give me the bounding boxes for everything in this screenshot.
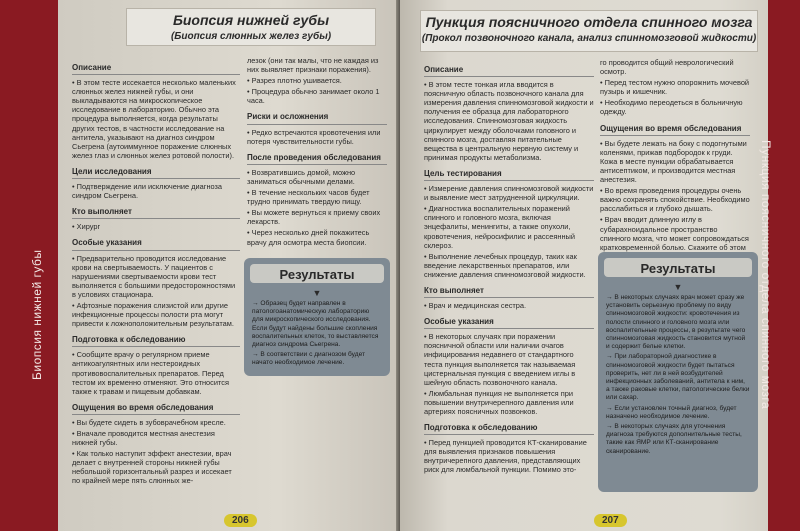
result-item: → Если установлен точный диагноз, будет назначено необходимое лечение. bbox=[606, 404, 737, 420]
bullet-text: лезок (они так малы, что не каждая из них выявляет признаки поражения). bbox=[247, 56, 379, 75]
bullet-text: • Подтверждение или исключение диагноза синдром Сьегрена. bbox=[72, 182, 223, 201]
bullet-text: • Вы будете сидеть в зубоврачебном кресле. bbox=[72, 417, 226, 427]
bullet-text: • Врач и медицинская сестра. bbox=[424, 301, 527, 311]
bullet-text: • В течение нескольких часов будет трудно принимать твердую пищу. bbox=[247, 188, 370, 207]
right-column-1 bbox=[424, 58, 594, 524]
bullet-text: • Хирург bbox=[72, 222, 101, 232]
section-heading: Особые указания bbox=[72, 238, 240, 250]
right-title-box bbox=[420, 10, 758, 52]
bullet-text: • Как только наступит эффект анестезии, врач делает с внутренней стороны нижней губы небольшой горизонтальный разрез и иссекает по крайней мере пять слюнных же- bbox=[72, 449, 232, 486]
section-heading: Кто выполняет bbox=[424, 286, 594, 298]
bullet-text: • В некоторых случаях при поражении поясничной области или наличии очагов инфицирования недавнего от стандартного теста пункция выполняется так называемая цистернальная пункция с введением иглы в шейную область позвоночного канала. bbox=[424, 332, 576, 387]
left-results-title: Результаты bbox=[250, 264, 384, 283]
section-heading: Цель тестирования bbox=[424, 169, 594, 181]
bullet-text: • Выполнение лечебных процедур, таких как введение лекарственных препаратов, или снижение давления спинномозговой жидкости. bbox=[424, 251, 586, 279]
right-results-title: Результаты bbox=[604, 258, 752, 277]
left-column-2 bbox=[247, 56, 387, 256]
down-arrow-icon: ▼ bbox=[312, 288, 322, 298]
bullet-text: • Сообщите врачу о регулярном приеме антикоагулянтных или нестероидных противовоспалительных препаратов. Перед тестом их временно отменяют. Это относится также к травам и пищевым добавкам. bbox=[72, 350, 229, 396]
bullet-text: • Возвратившись домой, можно заниматься обычными делами. bbox=[247, 167, 356, 186]
left-title-box bbox=[126, 8, 376, 46]
result-item: → В некоторых случаях для уточнения диагноза требуются дополнительные тесты, такие как ЯМР или КТ-сканирование сканирование. bbox=[606, 423, 742, 455]
bullet-text: • Через несколько дней покажитесь врачу для осмотра места биопсии. bbox=[247, 228, 370, 247]
result-item: → В соответствии с диагнозом будет начато необходимое лечение. bbox=[252, 351, 366, 367]
bullet-text: • Вначале проводится местная анестезия нижней губы. bbox=[72, 429, 215, 448]
left-page-number: 206 bbox=[224, 514, 257, 527]
bullet-text: • Вы будете лежать на боку с подогнутыми коленями, прижав подбородок к груди. Кожа в месте пункции обрабатывается антисептиком, и производится местная анестезия. bbox=[600, 138, 747, 185]
bullet-text: • В этом тесте иссекается несколько маленьких слюнных желез нижней губы, и они выкладываются на микроскопическое исследование в лабораторию. Обычно эта процедура выполняется, когда результаты других тестов, в частности исследование на антитела, указывают на диагноз синдром Сьегрена (аутоиммунное поражение слюнных желез глаз и слюнных желез ротовой полости). bbox=[72, 78, 236, 160]
bullet-text: • Вы можете вернуться к приему своих лекарств. bbox=[247, 208, 381, 227]
right-column-2 bbox=[600, 58, 750, 252]
right-page-subtitle: (Прокол позвоночного канала, анализ спинномозговой жидкости) bbox=[421, 33, 757, 44]
left-page-subtitle: (Биопсия слюнных желез губы) bbox=[170, 31, 332, 42]
bullet-text: • Процедура обычно занимает около 1 часа. bbox=[247, 87, 380, 106]
result-item: → В некоторых случаях врач может сразу же установить серьезную проблему по виду спинномозговой жидкости: кровотечения из полости спинного и головного мозга или воспалительные процессы, в результате чего спинномозговая жидкость становится мутной и содержит белые клетки. bbox=[606, 294, 746, 351]
right-results-box bbox=[598, 252, 758, 492]
result-item: → При лабораторной диагностике в спинномозговой жидкости будет пытаться проверить, нет ли в ней возбудителей инфекционных заболеваний, антитела к ним, а также раковые клетки, патологические белки или сахар. bbox=[606, 353, 750, 402]
bullet-text: • Редко встречаются кровотечения или потеря чувствительности губы. bbox=[247, 127, 381, 146]
section-heading: Кто выполняет bbox=[72, 207, 240, 219]
left-page-title: Биопсия нижней губы bbox=[172, 12, 330, 28]
bullet-text: • Люмбальная пункция не выполняется при повышении внутричерепного давления или артериях поясничных позвонков. bbox=[424, 388, 574, 416]
bullet-text: • Разрез плотно ушивается. bbox=[247, 76, 342, 86]
section-heading: Подготовка к обследованию bbox=[72, 335, 240, 347]
bullet-text: • Необходимо переодеться в больничную одежду. bbox=[600, 98, 743, 117]
left-column-1 bbox=[72, 56, 240, 526]
left-results-text bbox=[244, 298, 390, 372]
bullet-text: • Диагностика воспалительных поражений спинного и головного мозга, включая энцефалиты, менингиты, а также опухоли, кровотечения, нейросифилис и рассеянный склероз. bbox=[424, 204, 575, 250]
section-heading: Подготовка к обследованию bbox=[424, 423, 594, 435]
bullet-text: • В этом тесте тонкая игла вводится в поясничную область позвоночного канала для измерения давления спинномозговой жидкости и получения ее образца для лабораторного исследования. Спинномозговая жидкость циркулирует между оболочками головного и спинного мозга, доставляя питательные вещества в центральную нервную систему и принимая продукты метаболизма. bbox=[424, 80, 594, 162]
section-heading: Описание bbox=[72, 63, 240, 75]
section-heading: Цели исследования bbox=[72, 167, 240, 179]
section-heading: Описание bbox=[424, 65, 594, 77]
right-page-number: 207 bbox=[594, 514, 627, 527]
section-heading: Риски и осложнения bbox=[247, 112, 387, 124]
bullet-text: • Во время проведения процедуры очень важно сохранять спокойствие. Необходимо расслабиться и глубоко дышать. bbox=[600, 186, 750, 214]
right-side-tab: Пункция поясничного отдела спинного мозга bbox=[759, 140, 773, 410]
left-side-tab: Биопсия нижней губы bbox=[30, 249, 44, 380]
result-item: → Образец будет направлен в патологоанатомическую лабораторию для микроскопического исследования. Если будут найдены большие скопления воспалительных клеток, то выставляется диагноз синдрома Сьегрена. bbox=[252, 300, 379, 349]
bullet-text: • Врач вводит длинную иглу в субарахноидальное пространство спинного мозга, что может сопровождаться кратковременной болью. Скажите об этом bbox=[600, 215, 749, 252]
bullet-text: • Предварительно проводится исследование крови на свертываемость. У пациентов с нарушениями свертываемости крови тест выполняется с большими предосторожностями в условиях стационара. bbox=[72, 253, 236, 299]
bullet-text: го проводится общий неврологический осмотр. bbox=[600, 58, 734, 77]
bullet-text: • Перед пункцией проводится КТ-сканирование для выявления признаков повышения внутричерепного давления, представляющих риск для люмбальной пункции. Помимо это- bbox=[424, 438, 587, 475]
bullet-text: • Перед тестом нужно опорожнить мочевой пузырь и кишечник. bbox=[600, 78, 750, 97]
bullet-text: • Афтозные поражения слизистой или другие инфекционные процессы полости рта могут привести к ложноположительным результатам. bbox=[72, 300, 234, 329]
right-page-title: Пункция поясничного отдела спинного мозга bbox=[425, 14, 753, 30]
down-arrow-icon: ▼ bbox=[673, 282, 683, 292]
section-heading: Ощущения во время обследования bbox=[600, 124, 750, 136]
section-heading: Особые указания bbox=[424, 317, 594, 329]
left-results-box bbox=[244, 258, 390, 376]
section-heading: После проведения обследования bbox=[247, 153, 387, 165]
bullet-text: • Измерение давления спинномозговой жидкости и выявление мест затрудненной циркуляции. bbox=[424, 184, 594, 203]
right-results-text bbox=[598, 292, 758, 460]
section-heading: Ощущения во время обследования bbox=[72, 403, 240, 415]
